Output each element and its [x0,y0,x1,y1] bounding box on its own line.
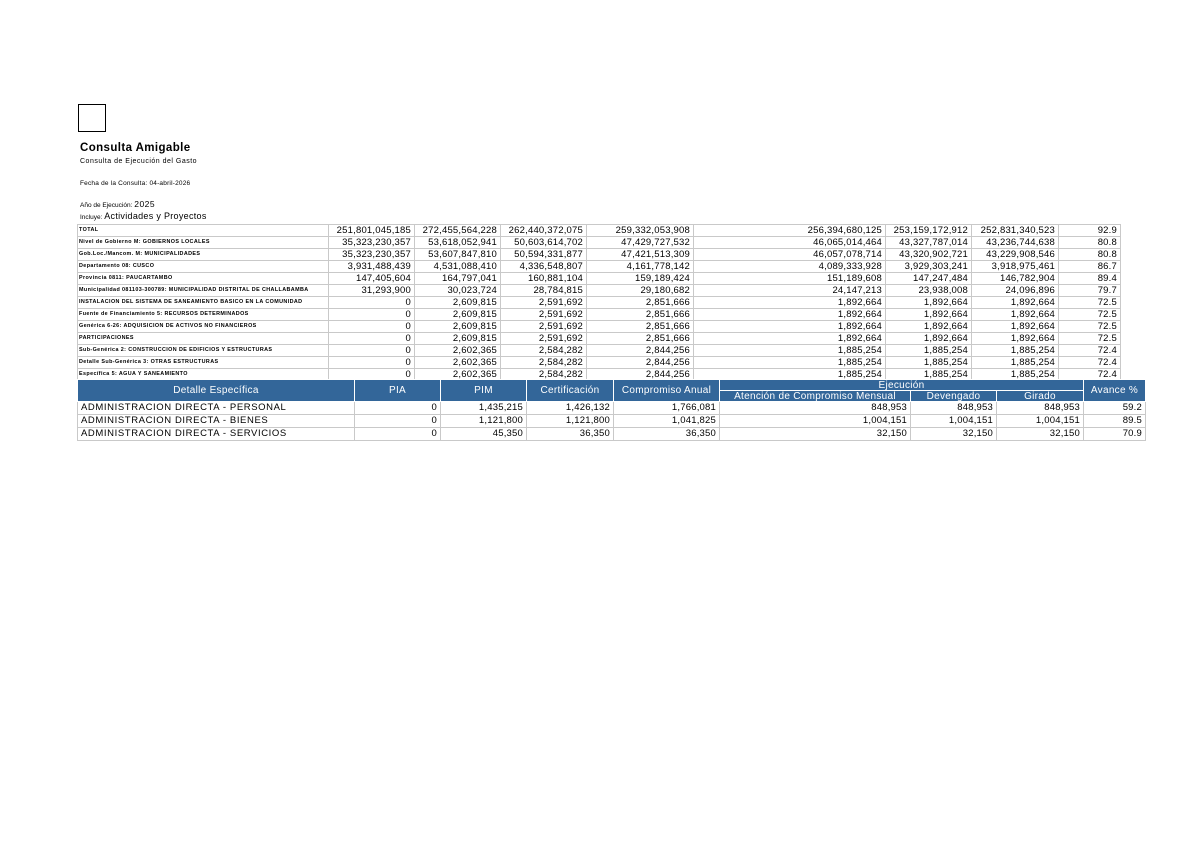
cell-dev: 1,892,664 [886,297,972,309]
cell-aten: 848,953 [720,402,911,415]
cell-avance: 79.7 [1059,285,1121,297]
cell-pia: 0 [329,321,415,333]
cell-dev: 1,885,254 [886,345,972,357]
cell-dev: 23,938,008 [886,285,972,297]
cell-aten: 1,004,151 [720,415,911,428]
cell-pim: 53,618,052,941 [415,237,501,249]
cell-gir: 1,885,254 [972,357,1059,369]
cell-dev: 253,159,172,912 [886,225,972,237]
cell-pia: 0 [329,333,415,345]
cell-avance: 80.8 [1059,237,1121,249]
cell-pia: 147,405,604 [329,273,415,285]
cell-pim: 2,602,365 [415,369,501,381]
cell-comp: 2,844,256 [587,345,694,357]
cell-dev: 1,004,151 [911,415,997,428]
cell-gir: 252,831,340,523 [972,225,1059,237]
cell-label: Detalle Sub-Genérica 3: OTRAS ESTRUCTURAS [78,357,329,369]
header-atencion-compromiso: Atención de Compromiso Mensual [720,391,911,402]
cell-aten: 1,885,254 [694,357,886,369]
detail-body [78,402,1146,441]
cell-dev: 43,320,902,721 [886,249,972,261]
cell-cert: 2,591,692 [501,333,587,345]
cell-label: Gob.Loc./Mancom. M: MUNICIPALIDADES [78,249,329,261]
cell-avance: 86.7 [1059,261,1121,273]
cell-gir: 146,782,904 [972,273,1059,285]
anio-ejecucion [80,199,155,209]
summary-row [78,333,1121,345]
cell-aten: 1,892,664 [694,333,886,345]
cell-dev: 848,953 [911,402,997,415]
cell-gir: 43,229,908,546 [972,249,1059,261]
cell-comp: 47,429,727,532 [587,237,694,249]
cell-avance: 72.5 [1059,333,1121,345]
header-certificacion: Certificación [527,380,614,402]
cell-avance: 72.5 [1059,321,1121,333]
cell-label: Provincia 0811: PAUCARTAMBO [78,273,329,285]
cell-pia: 0 [329,297,415,309]
cell-gir: 1,892,664 [972,297,1059,309]
cell-pia: 0 [355,428,441,441]
cell-cert: 50,603,614,702 [501,237,587,249]
cell-avance: 72.5 [1059,309,1121,321]
incluye [80,211,207,221]
cell-pim: 2,609,815 [415,297,501,309]
cell-pia: 35,323,230,357 [329,237,415,249]
anio-value: 2025 [134,199,156,209]
cell-pim: 1,435,215 [441,402,527,415]
cell-pim: 272,455,564,228 [415,225,501,237]
cell-pia: 3,931,488,439 [329,261,415,273]
cell-label: ADMINISTRACION DIRECTA - BIENES [78,415,355,428]
cell-comp: 2,844,256 [587,357,694,369]
cell-label: INSTALACION DEL SISTEMA DE SANEAMIENTO BASICO EN LA COMUNIDAD [78,297,329,309]
detail-row [78,428,1146,441]
cell-comp: 2,851,666 [587,297,694,309]
cell-dev: 147,247,484 [886,273,972,285]
page-subtitle: Consulta de Ejecución del Gasto [80,158,198,165]
anio-label: Año de Ejecución: [80,202,133,209]
cell-aten: 151,189,608 [694,273,886,285]
cell-dev: 32,150 [911,428,997,441]
cell-aten: 1,892,664 [694,297,886,309]
cell-pia: 0 [329,345,415,357]
summary-row [78,261,1121,273]
cell-gir: 848,953 [997,402,1084,415]
cell-pim: 2,609,815 [415,309,501,321]
incluye-label: Incluye: [80,214,103,221]
summary-row [78,321,1121,333]
header-ejecucion: Ejecución [720,380,1084,391]
cell-dev: 1,892,664 [886,333,972,345]
cell-avance: 72.4 [1059,369,1121,381]
cell-cert: 1,426,132 [527,402,614,415]
cell-cert: 2,584,282 [501,345,587,357]
cell-pim: 4,531,088,410 [415,261,501,273]
cell-aten: 24,147,213 [694,285,886,297]
header-compromiso-anual: Compromiso Anual [614,380,720,402]
cell-avance: 59.2 [1084,402,1146,415]
cell-pim: 2,609,815 [415,321,501,333]
cell-dev: 1,885,254 [886,369,972,381]
incluye-value: Actividades y Proyectos [104,211,207,221]
cell-comp: 1,041,825 [614,415,720,428]
cell-label: Sub-Genérica 2: CONSTRUCCION DE EDIFICIOS Y ESTRUCTURAS [78,345,329,357]
cell-cert: 36,350 [527,428,614,441]
cell-label: Departamento 08: CUSCO [78,261,329,273]
cell-comp: 2,844,256 [587,369,694,381]
cell-cert: 2,591,692 [501,309,587,321]
cell-cert: 28,784,815 [501,285,587,297]
cell-dev: 43,327,787,014 [886,237,972,249]
cell-gir: 24,096,896 [972,285,1059,297]
cell-cert: 50,594,331,877 [501,249,587,261]
cell-pim: 53,607,847,810 [415,249,501,261]
summary-body [78,225,1121,381]
cell-avance: 72.5 [1059,297,1121,309]
detail-table [77,379,1146,441]
cell-gir: 1,885,254 [972,345,1059,357]
cell-aten: 1,892,664 [694,321,886,333]
cell-cert: 1,121,800 [527,415,614,428]
cell-gir: 1,892,664 [972,321,1059,333]
cell-pia: 0 [355,415,441,428]
cell-gir: 1,004,151 [997,415,1084,428]
cell-cert: 2,584,282 [501,369,587,381]
summary-row [78,309,1121,321]
summary-row [78,297,1121,309]
cell-avance: 72.4 [1059,357,1121,369]
cell-pia: 251,801,045,185 [329,225,415,237]
cell-pia: 0 [355,402,441,415]
cell-avance: 89.5 [1084,415,1146,428]
cell-aten: 1,885,254 [694,369,886,381]
cell-avance: 80.8 [1059,249,1121,261]
summary-row [78,357,1121,369]
cell-cert: 2,591,692 [501,297,587,309]
cell-avance: 70.9 [1084,428,1146,441]
cell-comp: 159,189,424 [587,273,694,285]
cell-gir: 1,892,664 [972,333,1059,345]
cell-avance: 72.4 [1059,345,1121,357]
summary-row [78,249,1121,261]
cell-cert: 160,881,104 [501,273,587,285]
cell-gir: 3,918,975,461 [972,261,1059,273]
header-pia: PIA [355,380,441,402]
cell-label: Municipalidad 081103-300789: MUNICIPALIDAD DISTRITAL DE CHALLABAMBA [78,285,329,297]
cell-dev: 1,892,664 [886,321,972,333]
cell-aten: 1,892,664 [694,309,886,321]
cell-aten: 46,057,078,714 [694,249,886,261]
page-title: Consulta Amigable [80,142,191,154]
cell-avance: 89.4 [1059,273,1121,285]
cell-comp: 2,851,666 [587,321,694,333]
cell-aten: 4,089,333,928 [694,261,886,273]
logo-placeholder [78,104,106,132]
cell-pim: 2,609,815 [415,333,501,345]
header-devengado: Devengado [911,391,997,402]
cell-label: Genérica 6-26: ADQUISICION DE ACTIVOS NO FINANCIEROS [78,321,329,333]
summary-row [78,273,1121,285]
header-girado: Girado [997,391,1084,402]
cell-aten: 1,885,254 [694,345,886,357]
cell-comp: 47,421,513,309 [587,249,694,261]
summary-row [78,237,1121,249]
cell-pim: 45,350 [441,428,527,441]
cell-dev: 1,885,254 [886,357,972,369]
cell-pim: 1,121,800 [441,415,527,428]
summary-row [78,345,1121,357]
cell-comp: 29,180,682 [587,285,694,297]
summary-row [78,285,1121,297]
summary-table [77,224,1121,381]
cell-comp: 259,332,053,908 [587,225,694,237]
cell-aten: 256,394,680,125 [694,225,886,237]
cell-dev: 3,929,303,241 [886,261,972,273]
cell-pia: 0 [329,369,415,381]
cell-pia: 0 [329,357,415,369]
header-detalle-especifica: Detalle Específica [78,380,355,402]
cell-pim: 30,023,724 [415,285,501,297]
fecha-consulta: Fecha de la Consulta: 04-abril-2026 [80,180,191,187]
cell-pim: 2,602,365 [415,345,501,357]
cell-comp: 1,766,081 [614,402,720,415]
cell-label: TOTAL [78,225,329,237]
cell-aten: 46,065,014,464 [694,237,886,249]
header-pim: PIM [441,380,527,402]
cell-pim: 2,602,365 [415,357,501,369]
cell-comp: 36,350 [614,428,720,441]
cell-pia: 31,293,900 [329,285,415,297]
cell-label: ADMINISTRACION DIRECTA - PERSONAL [78,402,355,415]
cell-cert: 2,584,282 [501,357,587,369]
cell-pim: 164,797,041 [415,273,501,285]
cell-cert: 262,440,372,075 [501,225,587,237]
cell-label: Nivel de Gobierno M: GOBIERNOS LOCALES [78,237,329,249]
cell-comp: 2,851,666 [587,333,694,345]
detail-row [78,415,1146,428]
cell-label: Específica 5: AGUA Y SANEAMIENTO [78,369,329,381]
cell-label: ADMINISTRACION DIRECTA - SERVICIOS [78,428,355,441]
cell-label: Fuente de Financiamiento 5: RECURSOS DETERMINADOS [78,309,329,321]
cell-gir: 1,892,664 [972,309,1059,321]
cell-label: PARTICIPACIONES [78,333,329,345]
cell-dev: 1,892,664 [886,309,972,321]
cell-pia: 0 [329,309,415,321]
header-avance: Avance % [1084,380,1146,402]
cell-comp: 4,161,778,142 [587,261,694,273]
summary-row [78,225,1121,237]
cell-comp: 2,851,666 [587,309,694,321]
cell-gir: 43,236,744,638 [972,237,1059,249]
cell-aten: 32,150 [720,428,911,441]
cell-avance: 92.9 [1059,225,1121,237]
cell-pia: 35,323,230,357 [329,249,415,261]
cell-gir: 1,885,254 [972,369,1059,381]
detail-row [78,402,1146,415]
cell-gir: 32,150 [997,428,1084,441]
cell-cert: 2,591,692 [501,321,587,333]
cell-cert: 4,336,548,807 [501,261,587,273]
